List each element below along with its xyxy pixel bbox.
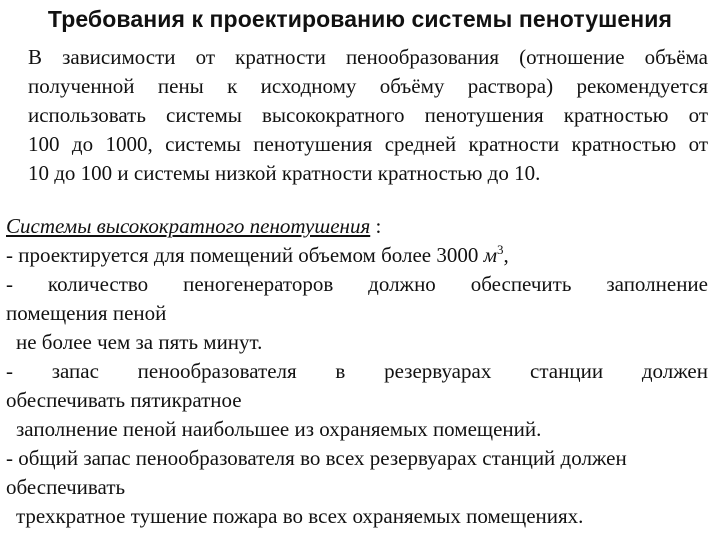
requirement-item-reserve: - запас пенообразователя в резервуарах станции должен [6,359,708,383]
requirement-item-generators: - количество пеногенераторов должно обеспечить заполнение [6,272,708,296]
intro-line: 100 до 1000, системы пенотушения средней кратности кратностью от [28,132,708,156]
requirement-item-total-reserve-cont: обеспечивать [6,475,126,499]
intro-paragraph [6,43,708,188]
requirement-item-generators-cont: помещения пеной [6,301,167,325]
requirements-list [6,212,708,531]
requirement-item-total-reserve-cont: трехкратное тушение пожара во всех охраняемых помещениях. [16,504,584,528]
section-heading-text: Системы высокократного пенотушения [6,214,371,238]
requirement-item-reserve-cont: заполнение пеной наибольшее из охраняемых помещений. [16,417,542,441]
requirement-item-reserve-cont: обеспечивать пятикратное [6,388,242,412]
slide-title: Требования к проектированию системы пенотушения [47,6,673,32]
intro-line: использовать системы высокократного пенотушения кратностью от [28,103,708,127]
intro-line: 10 до 100 и системы низкой кратности кратностью до 10. [28,161,541,185]
section-heading [6,212,708,241]
requirement-item-volume [6,241,708,270]
requirement-item-total-reserve: - общий запас пенообразователя во всех резервуарах станций должен [6,446,627,470]
intro-line: В зависимости от кратности пенообразования (отношение объёма [28,45,708,69]
intro-line: полученной пены к исходному объёму раствора) рекомендуется [28,74,708,98]
requirement-text-end: , [503,243,509,267]
requirement-item-generators-cont: не более чем за пять минут. [16,330,263,354]
volume-unit: м [483,243,498,267]
section-heading-suffix: : [370,214,382,238]
volume-unit-power: 3 [497,242,504,257]
requirement-text: - проектируется для помещений объемом более 3000 [6,243,484,267]
